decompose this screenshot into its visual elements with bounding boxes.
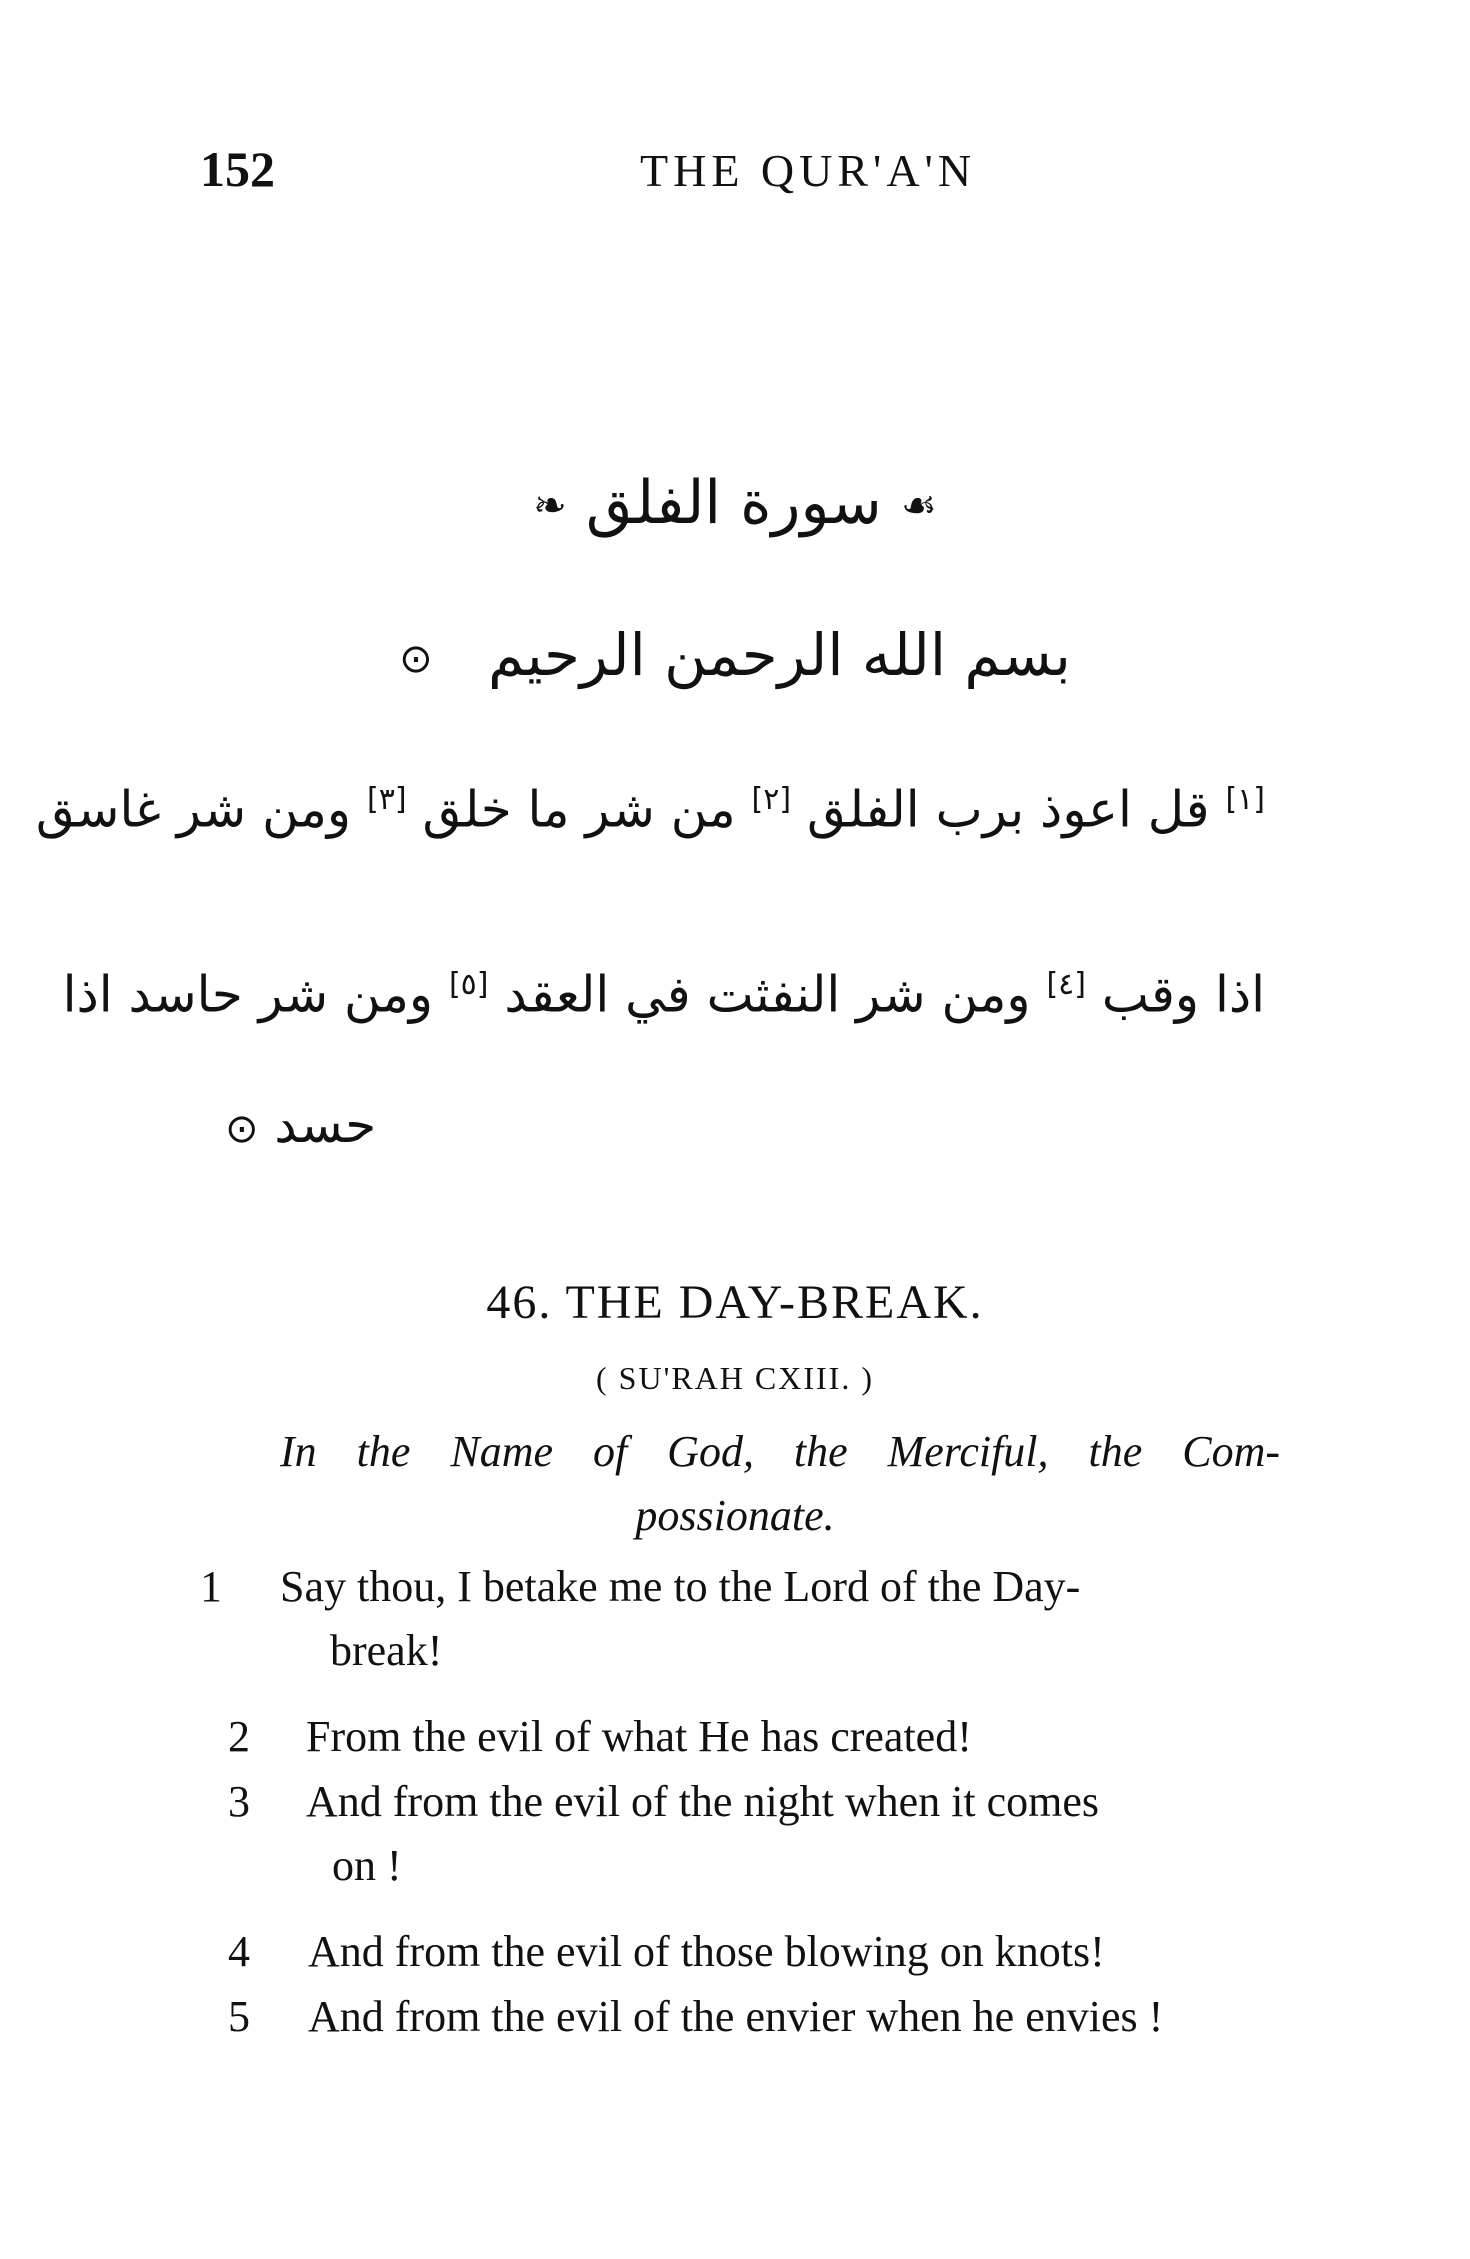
verse-3 xyxy=(228,1770,1338,1898)
arabic-phrase: ومن شر حاسد اذا xyxy=(62,965,434,1024)
verse-end-mark: ⊙ xyxy=(399,635,433,682)
invocation-line-1: In the Name of God, the Merciful, the Com- xyxy=(280,1427,1280,1476)
verse-text-continued: break! xyxy=(330,1626,443,1675)
verse-4 xyxy=(228,1920,1338,1984)
verse-text: And from the evil of the envier when he envies ! xyxy=(308,1992,1164,2041)
verse-text: And from the evil of the night when it comes xyxy=(306,1777,1100,1826)
verse-number: 1 xyxy=(200,1562,222,1611)
verse-marker: [٥] xyxy=(448,967,489,1002)
basmala-text: بسم الله الرحمن الرحيم xyxy=(487,621,1071,689)
verse-marker: [١] xyxy=(1225,782,1265,817)
verse-5 xyxy=(228,1985,1348,2049)
arabic-phrase: قل اعوذ برب الفلق xyxy=(807,780,1210,839)
invocation-line-2: possionate. xyxy=(635,1491,835,1540)
arabic-phrase: من شر ما خلق xyxy=(422,780,736,839)
verse-text: Say thou, I betake me to the Lord of the Day- xyxy=(280,1562,1081,1611)
arabic-phrase: ومن شر غاسق xyxy=(35,780,352,839)
arabic-line-2 xyxy=(62,945,1265,1035)
verse-marker: [٣] xyxy=(366,782,407,817)
verse-number: 3 xyxy=(228,1777,250,1826)
arabic-surah-title xyxy=(0,458,1470,551)
page-number: 152 xyxy=(200,141,275,197)
verse-text: And from the evil of those blowing on knots! xyxy=(308,1927,1105,1976)
verse-text: From the evil of what He has created! xyxy=(306,1712,972,1761)
verse-text-continued: on ! xyxy=(332,1841,402,1890)
ornament-right-icon: ☙ xyxy=(900,483,937,530)
chapter-title: 46. THE DAY-BREAK. xyxy=(486,1276,984,1329)
verse-end-mark: ⊙ xyxy=(225,1105,259,1152)
arabic-phrase: حسد xyxy=(274,1096,377,1154)
verse-2 xyxy=(228,1705,1328,1769)
running-title: THE QUR'A'N xyxy=(640,145,977,196)
verse-1 xyxy=(200,1555,1340,1683)
arabic-phrase: ومن شر النفثت في العقد xyxy=(504,965,1031,1024)
running-header xyxy=(0,140,1470,220)
arabic-line-3 xyxy=(225,1085,1265,1169)
ornament-left-icon: ❧ xyxy=(533,483,567,530)
verse-number: 2 xyxy=(228,1712,250,1761)
verse-marker: [٤] xyxy=(1046,967,1086,1002)
surah-title-text: سورة الفلق xyxy=(585,468,882,538)
chapter-subtitle: ( SU'RAH CXIII. ) xyxy=(596,1360,874,1396)
arabic-phrase: اذا وقب xyxy=(1101,965,1265,1024)
verse-number: 4 xyxy=(228,1927,250,1976)
verse-number: 5 xyxy=(228,1992,250,2041)
verse-marker: [٢] xyxy=(751,782,792,817)
arabic-basmala xyxy=(0,610,1470,704)
arabic-line-1 xyxy=(35,760,1265,850)
